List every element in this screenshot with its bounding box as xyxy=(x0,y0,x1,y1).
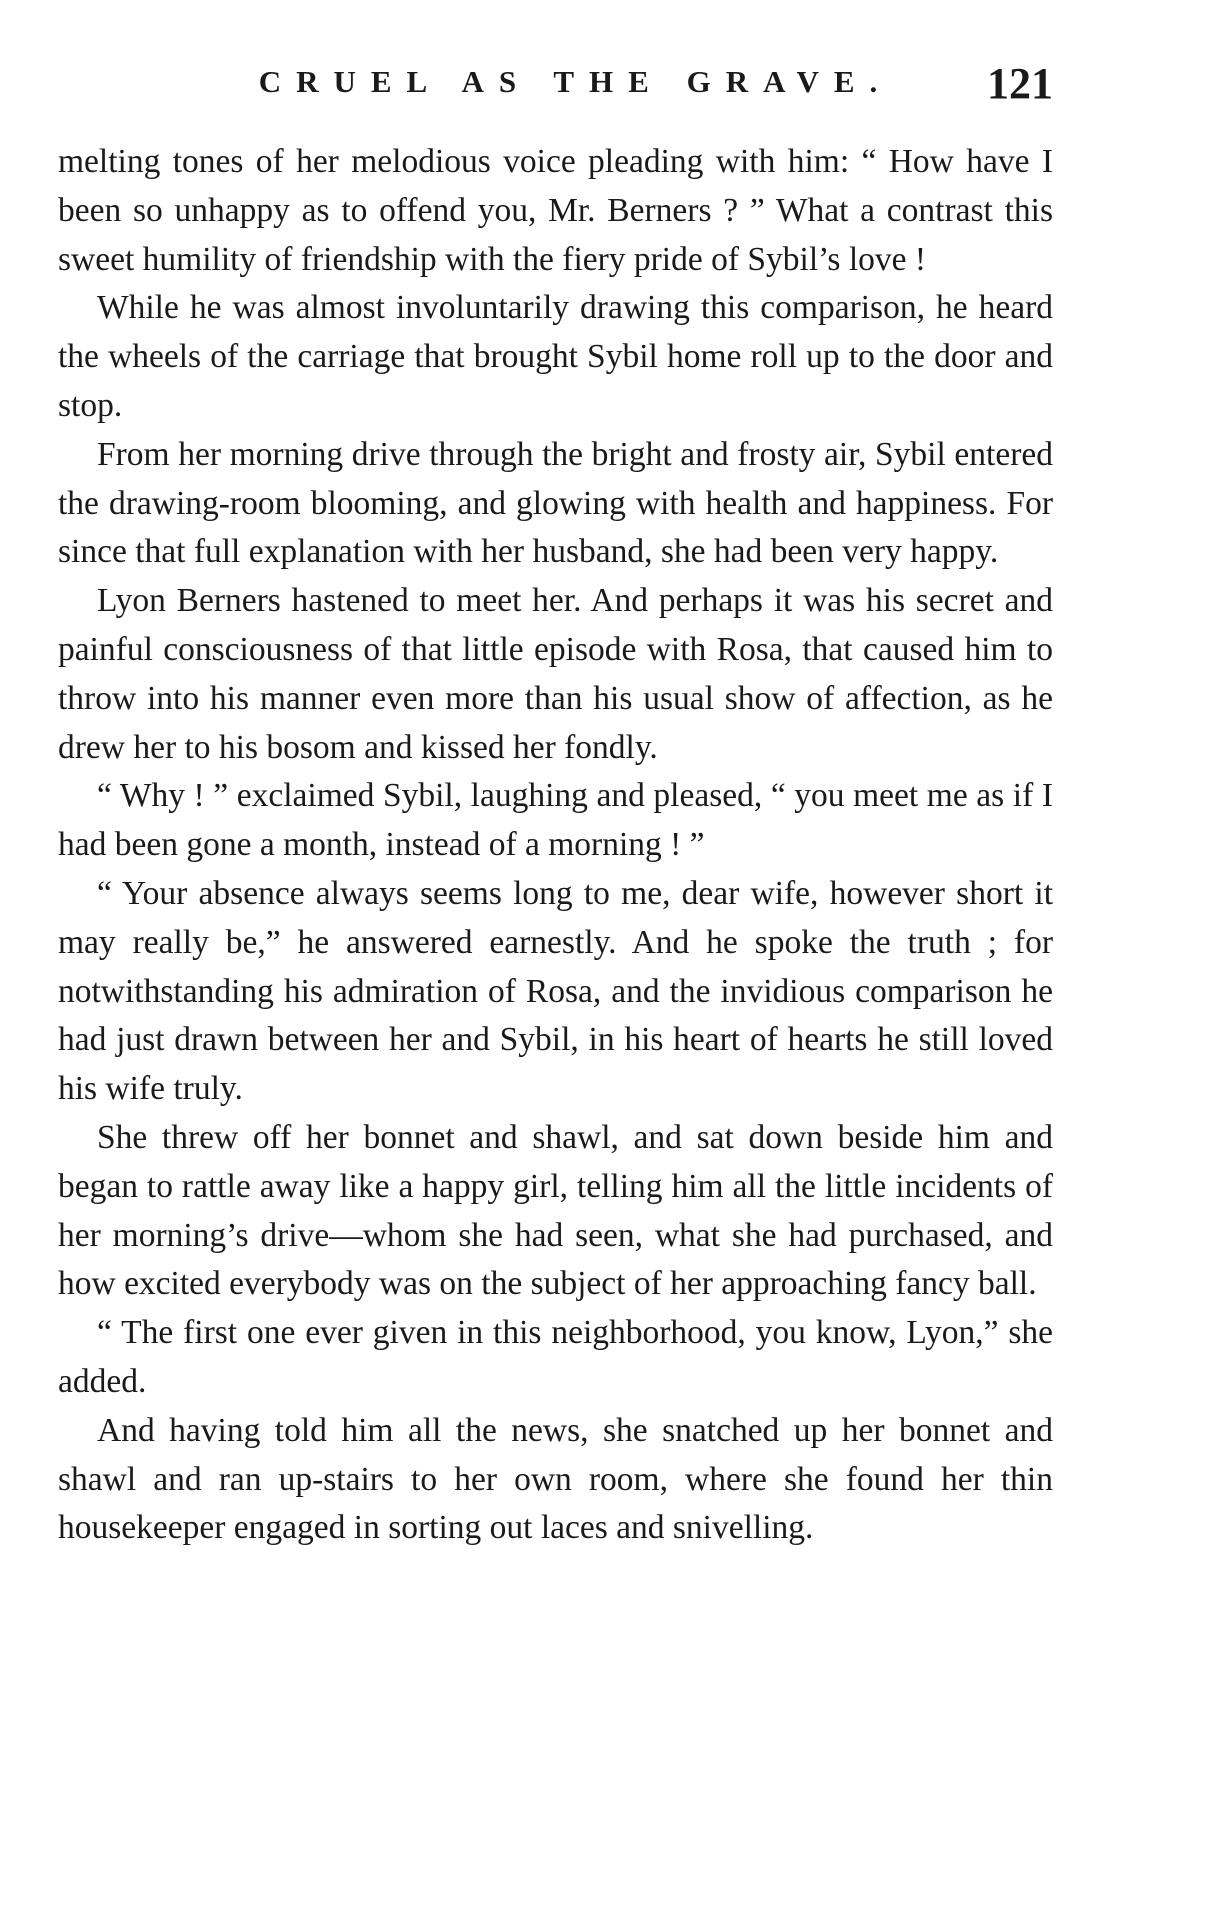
paragraph-6: “ Your absence always seems long to me, dear wife, however short it may really be,” he answered earnestly. And he spoke the truth ; for notwithstanding his admiration of Rosa, and the invidious comparison he had just drawn between her and Sybil, in his heart of hearts he still loved his wife truly. xyxy=(58,874,1053,1108)
body-text xyxy=(58,138,1053,1553)
paragraph-1: melting tones of her melodious voice pleading with him: “ How have I been so unhappy as to offend you, Mr. Berners ? ” What a contrast this sweet humility of friendship with the fiery pride of Sybil’s love ! xyxy=(58,143,1053,278)
running-head xyxy=(58,58,1053,116)
paragraph-7: She threw off her bonnet and shawl, and sat down beside him and began to rattle away like a happy girl, telling him all the little incidents of her morning’s drive—whom she had seen, what she had purchased, and how excited everybody was on the subject of her approaching fancy ball. xyxy=(58,1118,1053,1303)
paragraph-5: “ Why ! ” exclaimed Sybil, laughing and pleased, “ you meet me as if I had been gone a month, instead of a morning ! ” xyxy=(58,777,1053,864)
page-number: 121 xyxy=(987,59,1053,108)
paragraph-2: While he was almost involuntarily drawing this comparison, he heard the wheels of the carriage that brought Sybil home roll up to the door and stop. xyxy=(58,289,1053,424)
paragraph-4: Lyon Berners hastened to meet her. And perhaps it was his secret and painful consciousness of that little episode with Rosa, that caused him to throw into his manner even more than his usual show of affection, as he drew her to his bosom and kissed her fondly. xyxy=(58,582,1053,766)
paragraph-8: “ The first one ever given in this neighborhood, you know, Lyon,” she added. xyxy=(58,1314,1053,1400)
paragraph-3: From her morning drive through the bright and frosty air, Sybil entered the drawing-room blooming, and glowing with health and happiness. For since that full explanation with her husband, she had been very happy. xyxy=(58,435,1053,571)
running-title: CRUEL AS THE GRAVE. xyxy=(258,64,893,99)
paragraph-9: And having told him all the news, she snatched up her bonnet and shawl and ran up-stairs to her own room, where she found her thin housekeeper engaged in sorting out laces and snivelling. xyxy=(58,1411,1053,1547)
book-page xyxy=(58,58,1053,1878)
